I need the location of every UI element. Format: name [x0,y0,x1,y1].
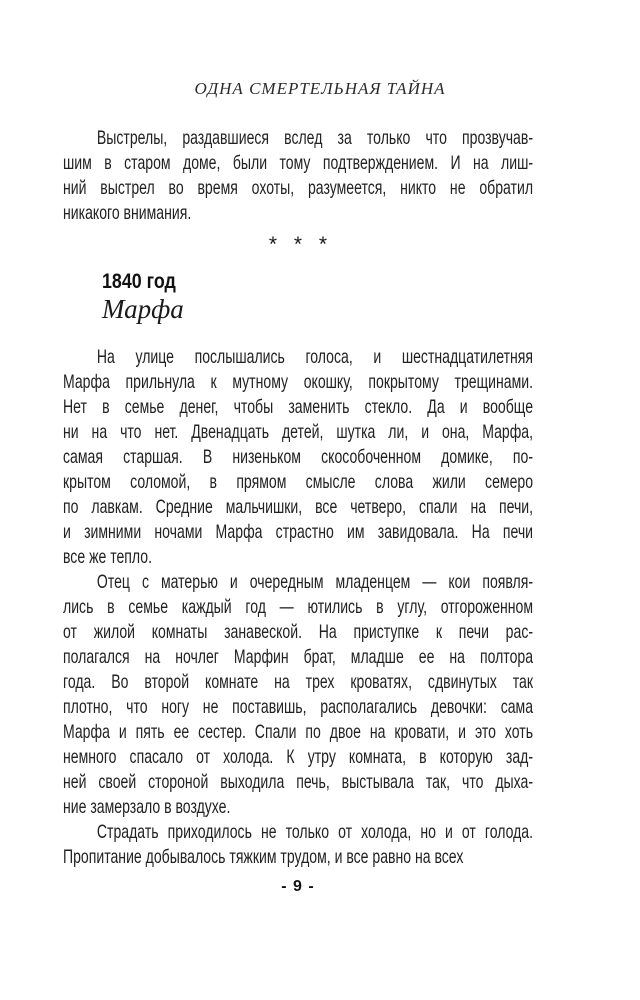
text-line: Нет в семье денег, чтобы заменить стекло. Да и вообще [63,396,534,418]
text-line: Марфа прильнула к мутному окошку, покрытому трещинами. [63,371,534,393]
text-line: все же тепло. [63,546,152,568]
text-line: лись в семье каждый год — ютились в углу, отгороженном [63,596,534,618]
page-number: - 9 - [281,878,315,895]
chapter-section [63,345,533,870]
text-line: и зимними ночами Марфа страстно им завидовала. На печи [63,521,534,543]
paragraph [63,570,533,820]
text-line: самая старшая. В низеньком скособоченном домике, по- [63,446,534,468]
text-line: плотно, что ногу не поставишь, располагались девочки: сама [63,696,534,718]
intro-section [63,126,533,226]
text-line: никакого внимания. [63,202,192,224]
running-head: ОДНА СМЕРТЕЛЬНАЯ ТАЙНА [194,79,446,98]
text-line: года. Во второй комнате на трех кроватях, сдвинутых так [63,671,534,693]
paragraph [63,345,533,570]
section-year-heading: 1840 год [102,270,176,293]
text-line: полагался на ночлег Марфин брат, младше ее на полтора [63,646,534,668]
text-block [63,126,533,896]
text-line: Марфа и пять ее сестер. Спали по двое на кровати, и это хоть [63,721,534,743]
text-line: Страдать приходилось не только от холода, но и от голода. [96,821,534,843]
text-line: Отец с матерью и очередным младенцем — кои появля- [96,571,534,593]
text-line: ней своей стороной выходила печь, выстывала так, что дыха- [63,771,534,793]
section-title-heading: Марфа [102,294,184,324]
text-line: шим в старом доме, были тому подтверждением. И на лиш- [63,152,534,174]
text-line: Выстрелы, раздавшиеся вслед за только что прозвучав- [96,127,534,149]
text-line: ни на что нет. Двенадцать детей, шутка ли, и она, Марфа, [63,421,534,443]
text-line: ний выстрел во время охоты, разумеется, никто не обратил [63,177,534,199]
paragraph [63,126,533,226]
text-line: ние замерзало в воздухе. [63,796,231,818]
text-line: На улице послышались голоса, и шестнадцатилетняя [96,346,534,368]
paragraph [63,820,533,870]
text-line: Пропитание добывалось тяжким трудом, и все равно на всех [63,846,464,868]
text-line: крытом соломой, в прямом смысле слова жили семеро [63,471,534,493]
scene-break-asterisks: * * * [268,233,328,256]
text-line: немного спасало от холода. К утру комната, в которую зад- [63,746,534,768]
text-line: от жилой комнаты занавеской. На приступке к печи рас- [63,621,534,643]
text-line: по лавкам. Средние мальчишки, все четверо, спали на печи, [63,496,534,518]
